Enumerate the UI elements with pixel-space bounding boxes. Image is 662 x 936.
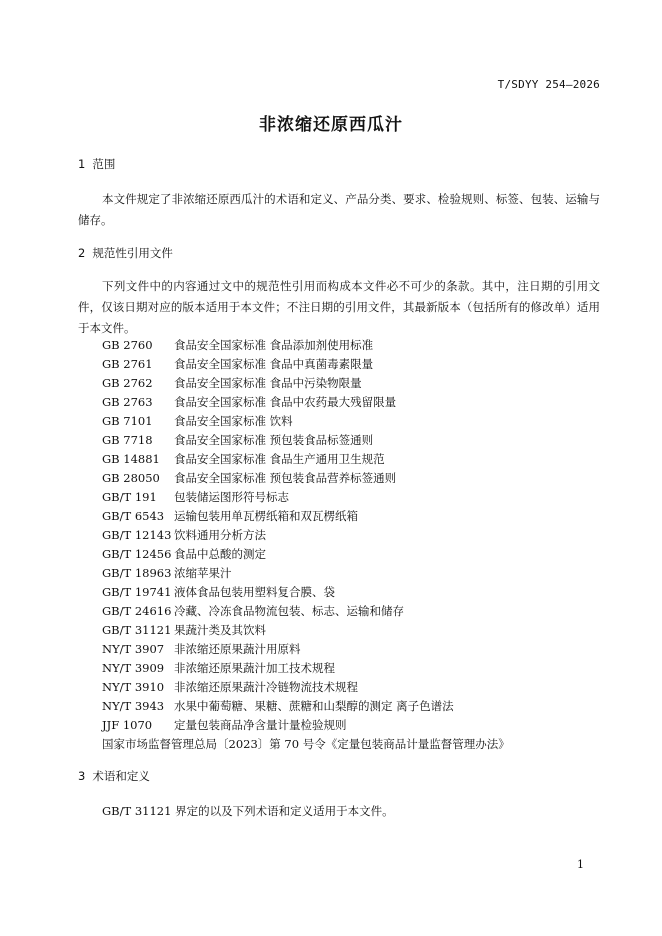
reference-code: JJF 1070 xyxy=(102,718,153,732)
reference-title: 非浓缩还原果蔬汁用原料 xyxy=(174,642,301,656)
reference-item xyxy=(102,526,602,545)
reference-item xyxy=(102,374,602,393)
reference-code: GB 7101 xyxy=(102,414,153,428)
reference-item xyxy=(102,621,602,640)
reference-code: GB/T 6543 xyxy=(102,509,165,523)
reference-item xyxy=(102,336,602,355)
reference-code: NY/T 3909 xyxy=(102,661,165,675)
reference-title: 液体食品包装用塑料复合膜、袋 xyxy=(174,585,335,599)
reference-code: GB 2763 xyxy=(102,395,153,409)
reference-code: NY/T 3907 xyxy=(102,642,165,656)
reference-code: GB 7718 xyxy=(102,433,153,447)
reference-title: 食品安全国家标准 食品中农药最大残留限量 xyxy=(174,395,397,409)
reference-title: 运输包装用单瓦楞纸箱和双瓦楞纸箱 xyxy=(174,509,358,523)
reference-code: NY/T 3910 xyxy=(102,680,165,694)
reference-item xyxy=(102,716,602,735)
reference-item xyxy=(102,431,602,450)
reference-title: 冷藏、冷冻食品物流包装、标志、运输和储存 xyxy=(174,604,404,618)
reference-title: 食品中总酸的测定 xyxy=(174,547,266,561)
reference-code: GB/T 19741 xyxy=(102,585,172,599)
reference-item xyxy=(102,545,602,564)
section-heading-terms-and-definitions xyxy=(78,768,150,784)
reference-title: 浓缩苹果汁 xyxy=(174,566,232,580)
page-number: 1 xyxy=(577,858,584,871)
reference-code: GB/T 24616 xyxy=(102,604,172,618)
reference-code: GB/T 191 xyxy=(102,490,157,504)
section-paragraph-scope: 本文件规定了非浓缩还原西瓜汁的术语和定义、产品分类、要求、检验规则、标签、包装、运输与储存。 xyxy=(78,192,600,227)
reference-code: GB/T 12456 xyxy=(102,547,172,561)
reference-title: 非浓缩还原果蔬汁冷链物流技术规程 xyxy=(174,680,358,694)
reference-title: 包装储运图形符号标志 xyxy=(174,490,289,504)
reference-title: 饮料通用分析方法 xyxy=(174,528,266,542)
reference-item xyxy=(102,659,602,678)
reference-item xyxy=(102,697,602,716)
reference-code: NY/T 3943 xyxy=(102,699,165,713)
document-code: T/SDYY 254—2026 xyxy=(497,78,600,91)
reference-code: GB/T 18963 xyxy=(102,566,172,580)
reference-item xyxy=(102,412,602,431)
reference-title: 水果中葡萄糖、果糖、蔗糖和山梨醇的测定 离子色谱法 xyxy=(174,699,454,713)
section-number: 3 xyxy=(78,769,86,783)
document-title: 非浓缩还原西瓜汁 xyxy=(259,115,403,135)
section-title: 规范性引用文件 xyxy=(92,246,173,260)
reference-code: GB 2760 xyxy=(102,338,153,352)
section-heading-scope xyxy=(78,156,115,172)
section-heading-normative-references xyxy=(78,245,173,261)
reference-code: GB 14881 xyxy=(102,452,160,466)
reference-title: 定量包装商品净含量计量检验规则 xyxy=(174,718,347,732)
reference-item xyxy=(102,488,602,507)
reference-title: 非浓缩还原果蔬汁加工技术规程 xyxy=(174,661,335,675)
reference-item xyxy=(102,450,602,469)
reference-item xyxy=(102,602,602,621)
reference-title: 果蔬汁类及其饮料 xyxy=(174,623,266,637)
reference-item xyxy=(102,583,602,602)
section-paragraph-normative-references: 下列文件中的内容通过文中的规范性引用而构成本文件必不可少的条款。其中，注日期的引用文件，仅该日期对应的版本适用于本文件；不注日期的引用文件，其最新版本（包括所有的修改单）适用于本文件。 xyxy=(78,279,600,335)
reference-item xyxy=(102,507,602,526)
reference-title: 食品安全国家标准 预包装食品标签通则 xyxy=(174,433,374,447)
section-title: 范围 xyxy=(92,157,116,171)
reference-item xyxy=(102,678,602,697)
reference-title: 食品安全国家标准 食品中污染物限量 xyxy=(174,376,362,390)
reference-item xyxy=(102,393,602,412)
reference-title: 食品安全国家标准 预包装食品营养标签通则 xyxy=(174,471,397,485)
reference-title: 食品安全国家标准 食品中真菌毒素限量 xyxy=(174,357,374,371)
reference-item xyxy=(102,469,602,488)
reference-item xyxy=(102,640,602,659)
section-paragraph-terms-and-definitions: GB/T 31121 界定的以及下列术语和定义适用于本文件。 xyxy=(102,804,394,818)
reference-title: 食品安全国家标准 饮料 xyxy=(174,414,293,428)
reference-code: GB 2761 xyxy=(102,357,153,371)
reference-code: GB 28050 xyxy=(102,471,160,485)
reference-title: 食品安全国家标准 食品添加剂使用标准 xyxy=(174,338,374,352)
reference-code: GB/T 12143 xyxy=(102,528,172,542)
section-number: 1 xyxy=(78,157,86,171)
reference-item-regulation: 国家市场监督管理总局〔2023〕第 70 号令《定量包装商品计量监督管理办法》 xyxy=(102,737,510,751)
reference-code: GB 2762 xyxy=(102,376,153,390)
section-number: 2 xyxy=(78,246,86,260)
reference-list xyxy=(102,336,602,754)
reference-title: 食品安全国家标准 食品生产通用卫生规范 xyxy=(174,452,385,466)
reference-item xyxy=(102,355,602,374)
reference-code: GB/T 31121 xyxy=(102,623,172,637)
reference-item xyxy=(102,564,602,583)
section-title: 术语和定义 xyxy=(92,769,150,783)
